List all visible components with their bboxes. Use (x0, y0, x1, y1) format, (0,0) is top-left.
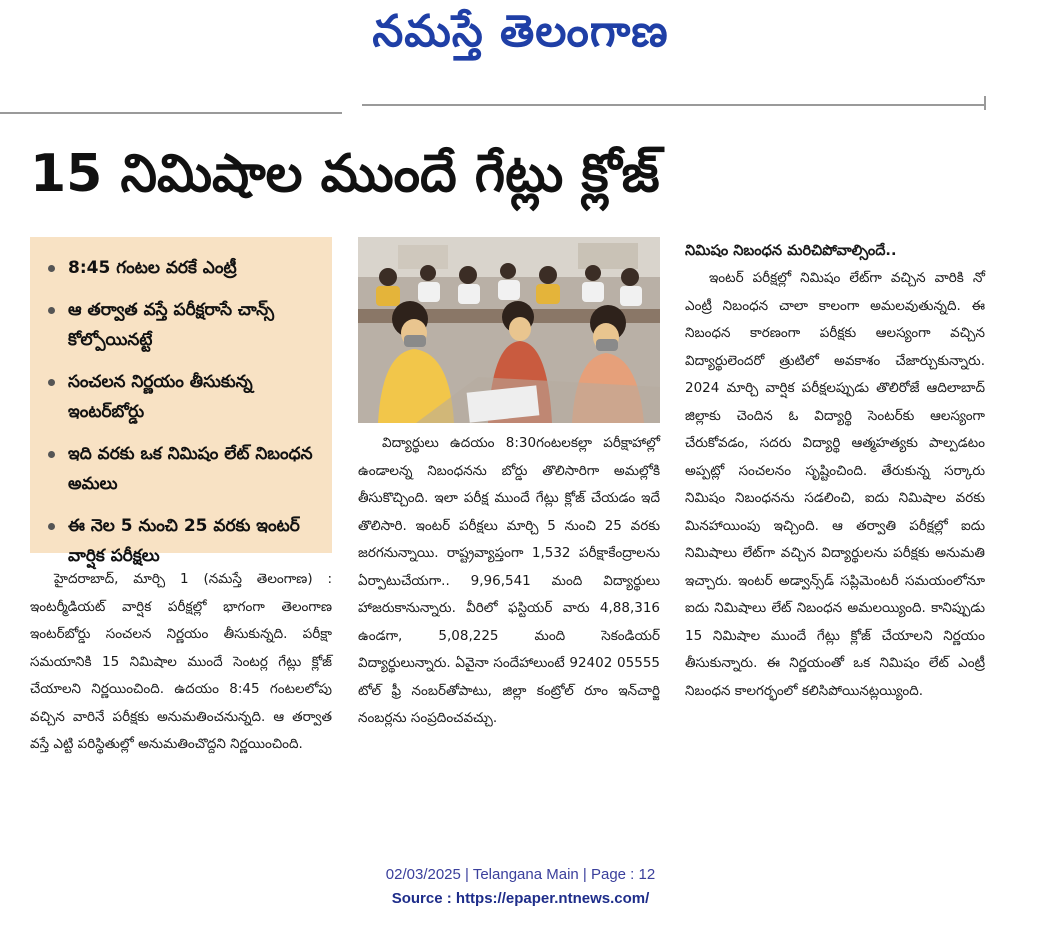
article-column-1 (30, 566, 332, 836)
article-column-2 (358, 430, 660, 830)
edition-info: 02/03/2025 | Telangana Main | Page : 12 (385, 866, 656, 883)
bullet-icon (48, 265, 55, 272)
masthead (0, 6, 1041, 70)
highlight-item (48, 511, 322, 571)
column-3-subheading: నిమిషం నిబంధన మరిచిపోవాల్సిందే.. (685, 243, 897, 259)
bullet-icon (48, 523, 55, 530)
bullet-icon (48, 379, 55, 386)
bullet-icon (48, 451, 55, 458)
highlight-item (48, 253, 322, 283)
source-link[interactable]: Source : https://epaper.ntnews.com/ (391, 890, 650, 907)
highlights-list (48, 253, 322, 571)
highlight-text: సంచలన నిర్ణయం తీసుకున్న ఇంటర్‌బోర్డు (68, 372, 253, 422)
highlight-text: 8:45 గంటల వరకే ఎంట్రీ (68, 258, 237, 278)
highlight-text: ఈ నెల 5 నుంచి 25 వరకు ఇంటర్ వార్షిక పరీక్షలు (68, 516, 300, 566)
highlight-text: ఆ తర్వాత వస్తే పరీక్షరాసే చాన్స్ కోల్పోయినట్టే (68, 300, 275, 350)
column-3-text: ఇంటర్ పరీక్షల్లో నిమిషం లేట్‌గా వచ్చిన వారికి నో ఎంట్రీ నిబంధన చాలా కాలంగా అమలవుతున్నది. ఈ నిబంధన కారణంగా పరీక్షకు ఆలస్యంగా వచ్చిన విద్యార్థులెందరో త్రుటిలో అవకాశం చేజార్చుకున్నారు. 2024 మార్చి వార్షిక పరీక్షలప్పుడు తొలిరోజే ఆదిలాబాద్ జిల్లాకు చెందిన ఓ విద్యార్థి సెంటర్‌కు ఆలస్యంగా చేరుకోవడం, సదరు విద్యార్థి ఆత్మహత్యకు పాల్పడటం అప్పట్లో సంచలనం సృష్టించింది. తేరుకున్న సర్కారు నిమిషం నిబంధనను సడలించి, ఐదు నిమిషాల వరకు మినహాయింపు ఇచ్చింది. ఆ తర్వాతి పరీక్షల్లో ఐదు నిమిషాలు లేట్‌గా వచ్చిన విద్యార్థులను పరీక్షకు అనుమతి ఇచ్చారు. ఇంటర్ అడ్వాన్స్‌డ్ సప్లిమెంటరీ సమయంలోనూ ఐదు నిమిషాలు లేట్ నిబంధన అమలయ్యింది. కానిప్పుడు 15 నిమిషాల ముందే గేట్లు క్లోజ్ చేయాలని నిర్ణయం తీసుకున్నారు. ఈ నిర్ణయంతో ఒక నిమిషం లేట్ ఎంట్రీ నిబంధన కాలగర్భంలో కలిసిపోయినట్లయ్యింది. (685, 270, 985, 699)
masthead-rule-tick (984, 96, 986, 110)
highlight-text: ఇది వరకు ఒక నిమిషం లేట్ నిబంధన అమలు (68, 444, 313, 494)
students-exam-photo (358, 237, 660, 423)
article-column-3 (685, 238, 985, 838)
highlight-item (48, 295, 322, 355)
column-2-text: విద్యార్థులు ఉదయం 8:30గంటలకల్లా పరీక్షాహాల్లో ఉండాలన్న నిబంధనను బోర్డు తొలిసారిగా అమల్లోకి తీసుకొచ్చింది. ఇలా పరీక్ష ముందే గేట్లు క్లోజ్ చేయడం ఇదే తొలిసారి. ఇంటర్ పరీక్షలు మార్చి 5 నుంచి 25 వరకు జరగనున్నాయి. రాష్ట్రవ్యాప్తంగా 1,532 పరీక్షాకేంద్రాలను ఏర్పాటుచేయగా.. 9,96,541 మంది విద్యార్థులు హాజరుకానున్నారు. వీరిలో ఫస్టియర్ వారు 4,88,316 ఉండగా, 5,08,225 మంది సెకండియర్ విద్యార్థులున్నారు. ఏవైనా సందేహాలుంటే 92402 05555 టోల్ ఫ్రీ నంబర్‌తోపాటు, జిల్లా కంట్రోల్ రూం ఇన్‌చార్జి నంబర్లను సంప్రదించవచ్చు. (358, 435, 660, 726)
article-headline: 15 నిమిషాల ముందే గేట్లు క్లోజ్ (30, 144, 660, 204)
highlights-box (30, 237, 332, 566)
photo-illustration (358, 237, 660, 423)
column-1-text: హైదరాబాద్, మార్చి 1 (నమస్తే తెలంగాణ) : ఇంటర్మీడియట్ వార్షిక పరీక్షల్లో భాగంగా తెలంగాణ ఇంటర్‌బోర్డు సంచలన నిర్ణయం తీసుకున్నది. పరీక్షా సమయానికి 15 నిమిషాల ముందే సెంటర్ల గేట్లు క్లోజ్ చేయాలని నిర్ణయించింది. ఉదయం 8:45 గంటలలోపు వచ్చిన వారినే పరీక్షకు అనుమతించనున్నది. ఆ తర్వాత వస్తే ఎట్టి పరిస్థితుల్లో అనుమతించొద్దని నిర్ణయించింది. (30, 571, 332, 752)
masthead-title: నమస్తే తెలంగాణ (372, 6, 669, 57)
highlight-item (48, 439, 322, 499)
masthead-rule-left (0, 112, 342, 114)
bullet-icon (48, 307, 55, 314)
masthead-rule-right (362, 104, 986, 106)
highlight-item (48, 367, 322, 427)
